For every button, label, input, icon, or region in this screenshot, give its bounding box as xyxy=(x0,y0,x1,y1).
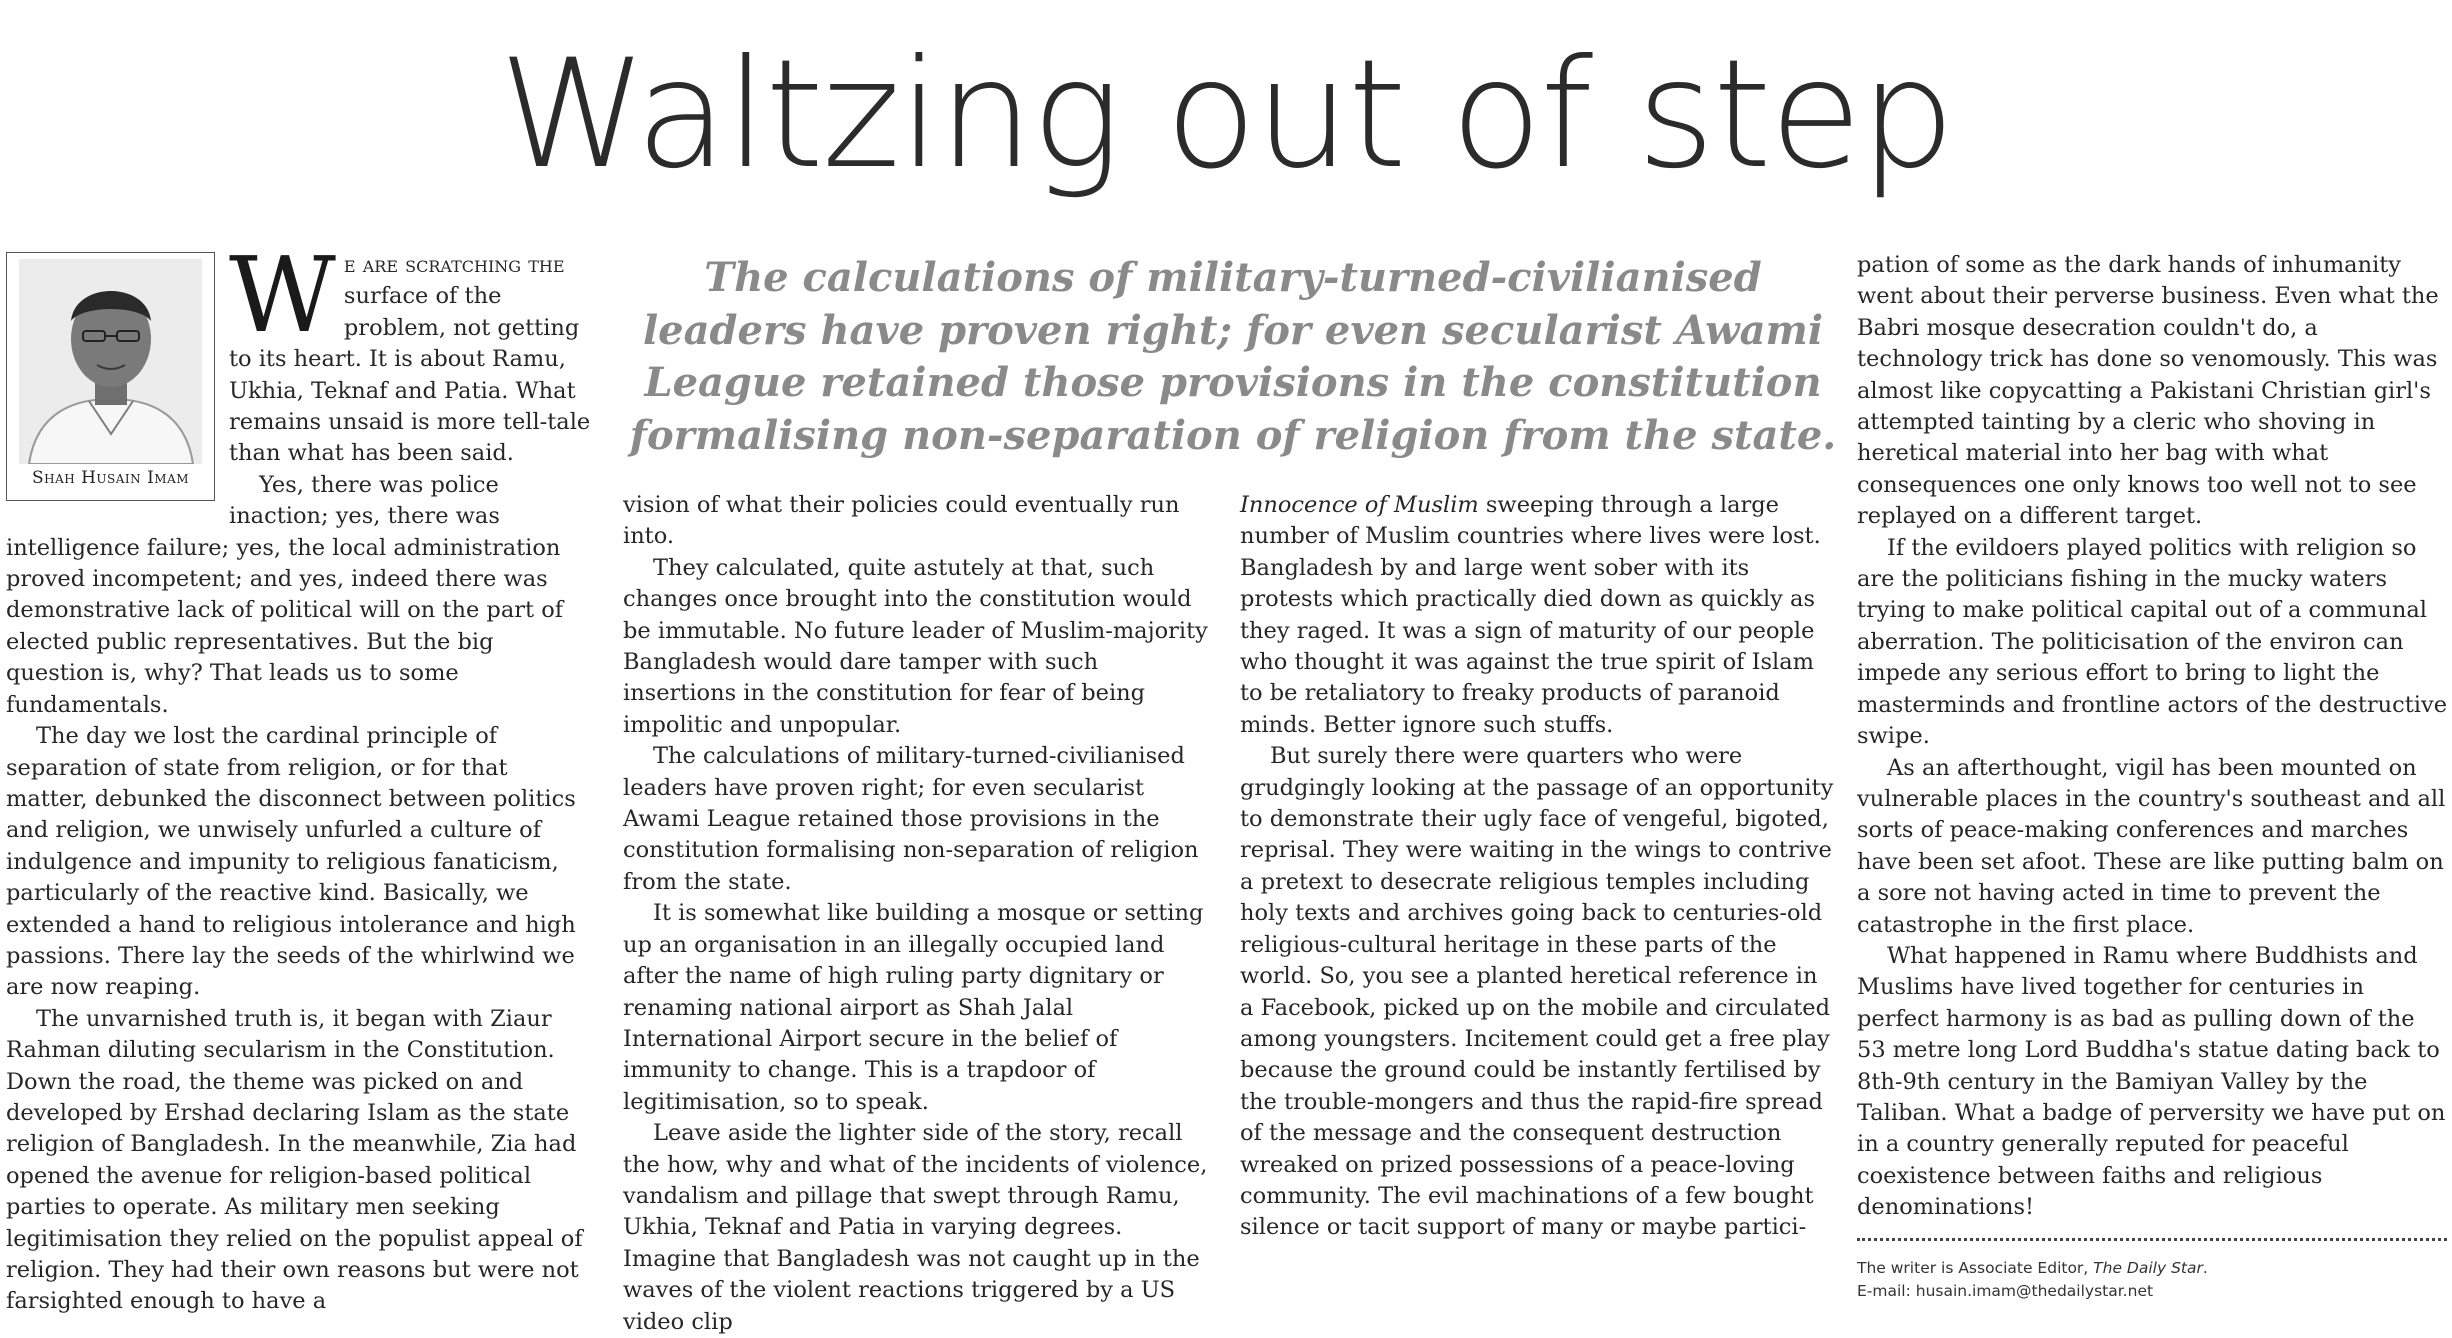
paragraph: But surely there were quarters who were grudgingly looking at the passage of an opportunity to demonstrate their ugly face of vengeful, bigoted, reprisal. They were waiting in the wings to contrive a pretext to desecrate religious temples including holy texts and archives going back to centuries-old religious-cultural heritage in these parts of the world. So, you see a planted heretical reference in a Facebook, picked up on the mobile and circulated among youngsters. Incitement could get a free play because the ground could be instantly fertilised by the trouble-mongers and thus the rapid-fire spread of the message and the consequent destruction wreaked on prized possessions of a peace-loving community. The evil machinations of a few bought silence or tacit support of many or maybe partici- xyxy=(1240,743,1834,1241)
paragraph: pation of some as the dark hands of inhumanity went about their perverse business. Even what the Babri mosque desecration couldn't do, a technology trick has done so venomously. This was almost like copycatting a Pakistani Christian girl's attempted tainting by a cleric who shoving in heretical material into her bag with what consequences one only knows too well not to see replayed on a different target. xyxy=(1857,252,2439,530)
author-photo-box xyxy=(6,252,215,501)
paragraph: surface of the problem, not getting to its heart. It is about Ramu, Ukhia, Teknaf and Patia. What remains unsaid is more tell-tale than what has been said. xyxy=(229,283,591,467)
paragraph: What happened in Ramu where Buddhists and Muslims have lived together for centuries in perfect harmony is as bad as pulling down of the 53 metre long Lord Buddha's statue dating back to 8th-9th century in the Bamiyan Valley by the Taliban. What a badge of perversity we have put on in a country generally reputed for peaceful coexistence between faiths and religious denominations! xyxy=(1857,942,2446,1221)
publication-name: The Daily Star xyxy=(2093,1258,2203,1277)
article-column-1 xyxy=(6,234,591,1318)
author-email: E-mail: husain.imam@thedailystar.net xyxy=(1857,1281,2154,1300)
paragraph: vision of what their policies could eventually run into. xyxy=(623,492,1180,550)
paragraph: It is somewhat like building a mosque or setting up an organisation in an illegally occupied land after the name of high ruling party dignitary or renaming national airport as Shah Jalal International Airport secure in the belief of immunity to change. This is a trapdoor of legitimisation, so to speak. xyxy=(623,900,1204,1115)
lead-in-smallcaps: e are scratching the xyxy=(343,252,565,278)
article-column-4 xyxy=(1857,250,2447,1303)
author-portrait-icon xyxy=(19,259,202,464)
article-headline: Waltzing out of step xyxy=(498,28,1954,202)
paragraph: Yes, there was police inaction; yes, there was intelligence failure; yes, the local administration proved incompetent; and yes, indeed there was demonstrative lack of political will on the part of elected public representatives. But the big question is, why? That leads us to some fundamentals. xyxy=(6,471,564,718)
paragraph: The calculations of military-turned-civilianised leaders have proven right; for even secularist Awami League retained those provisions in the constitution formalising non-separation of religion from the state. xyxy=(623,743,1199,895)
paragraph: As an afterthought, vigil has been mounted on vulnerable places in the country's southeast and all sorts of peace-making conferences and marches have been set afoot. These are like putting balm on a sore not having acted in time to prevent the catastrophe in the first place. xyxy=(1857,754,2446,938)
paragraph: Leave aside the lighter side of the story, recall the how, why and what of the incidents of violence, vandalism and pillage that swept through Ramu, Ukhia, Teknaf and Patia in varying degrees. Imagine that Bangladesh was not caught up in the waves of the violent reactions triggered by a US video clip xyxy=(623,1120,1208,1335)
author-caption: Shah Husain Imam xyxy=(31,467,190,488)
article-column-3 xyxy=(1240,490,1835,1244)
paragraph: The unvarnished truth is, it began with Ziaur Rahman diluting secularism in the Constitution. Down the road, the theme was picked on and developed by Ershad declaring Islam as the state religion of Bangladesh. In the meanwhile, Zia had opened the avenue for religion-based political parties to operate. As military men seeking legitimisation they relied on the populist appeal of religion. They had their own reasons but were not farsighted enough to have a xyxy=(6,1005,583,1315)
article-column-2 xyxy=(623,490,1218,1338)
author-credit xyxy=(1857,1257,2447,1303)
pull-quote: The calculations of military-turned-civilianised leaders have proven right; for even secularist Awami League retained those provisions in the constitution formalising non-separation of religion from the state. xyxy=(629,254,1837,459)
drop-cap: W xyxy=(229,234,336,356)
paragraph: The day we lost the cardinal principle of separation of state from religion, or for that matter, debunked the disconnect between politics and religion, we unwisely unfurled a culture of indulgence and impunity to religious fanaticism, particularly of the reactive kind. Basically, we extended a hand to religious intolerance and high passions. There lay the seeds of the whirlwind we are now reaping. xyxy=(6,723,576,1001)
credit-suffix: . xyxy=(2202,1258,2208,1277)
paragraph: If the evildoers played politics with religion so are the politicians fishing in the mucky waters trying to make political capital out of a communal aberration. The politicisation of the environ can impede any serious effort to bring to light the masterminds and frontline actors of the destructive swipe. xyxy=(1857,534,2448,750)
credit-prefix: The writer is Associate Editor, xyxy=(1857,1258,2094,1277)
dotted-divider xyxy=(1857,1238,2447,1241)
video-title: Innocence of Muslim xyxy=(1240,492,1479,518)
paragraph: They calculated, quite astutely at that, such changes once brought into the constitution would be immutable. No future leader of Muslim-majority Bangladesh would dare tamper with such insertions in the constitution for fear of being impolitic and unpopular. xyxy=(623,554,1208,738)
paragraph: sweeping through a large number of Muslim countries where lives were lost. Bangladesh by and large went sober with its protests which practically died down as quickly as they raged. It was a sign of maturity of our people who thought it was against the true spirit of Islam to be retaliatory to freaky products of paranoid minds. Better ignore such stuffs. xyxy=(1240,492,1821,738)
